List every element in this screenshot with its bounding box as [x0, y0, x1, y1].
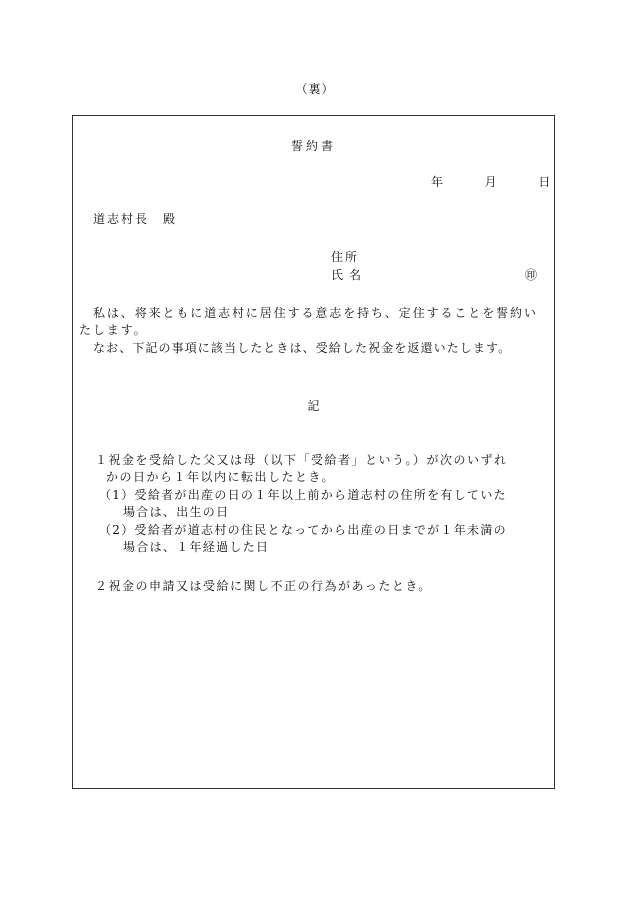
condition-sub-item-1-line1: （1）受給者が出産の日の１年以上前から道志村の住所を有していた — [99, 488, 507, 502]
date-year-label: 年 — [431, 175, 444, 189]
condition-sub-item-2 — [99, 522, 551, 556]
pledge-paragraph: 私は、将来ともに道志村に居住する意志を持ち、定住することを誓約いたします。 — [79, 306, 538, 337]
date-day-label: 日 — [538, 175, 551, 189]
address-label: 住所 — [331, 250, 360, 264]
date-line — [431, 174, 550, 190]
condition-item-1-line2: かの日から１年以内に転出したとき。 — [106, 470, 336, 484]
name-label: 氏名 — [331, 268, 368, 282]
refund-paragraph: なお、下記の事項に該当したときは、受給した祝金を返還いたします。 — [93, 341, 512, 355]
pledge-form-frame — [72, 115, 555, 789]
condition-sub-item-2-line2: 場合は、１年経過した日 — [123, 540, 270, 554]
condition-item-2: ２祝金の申請又は受給に関し不正の行為があったとき。 — [95, 579, 432, 593]
addressee: 道志村長 殿 — [93, 212, 178, 226]
date-month-label: 月 — [484, 175, 497, 189]
ki-heading: 記 — [307, 399, 320, 413]
seal-mark: ㊞ — [525, 268, 538, 282]
condition-sub-item-1-line2: 場合は、出生の日 — [123, 505, 230, 519]
page-side-label: （裏） — [295, 82, 335, 96]
document-title: 誓約書 — [290, 139, 336, 153]
condition-sub-item-1 — [99, 487, 551, 521]
condition-item-1 — [95, 452, 547, 486]
condition-item-1-line1: １祝金を受給した父又は母（以下「受給者」という。）が次のいずれ — [95, 453, 508, 467]
condition-sub-item-2-line1: （2）受給者が道志村の住民となってから出産の日までが１年未満の — [99, 523, 507, 537]
